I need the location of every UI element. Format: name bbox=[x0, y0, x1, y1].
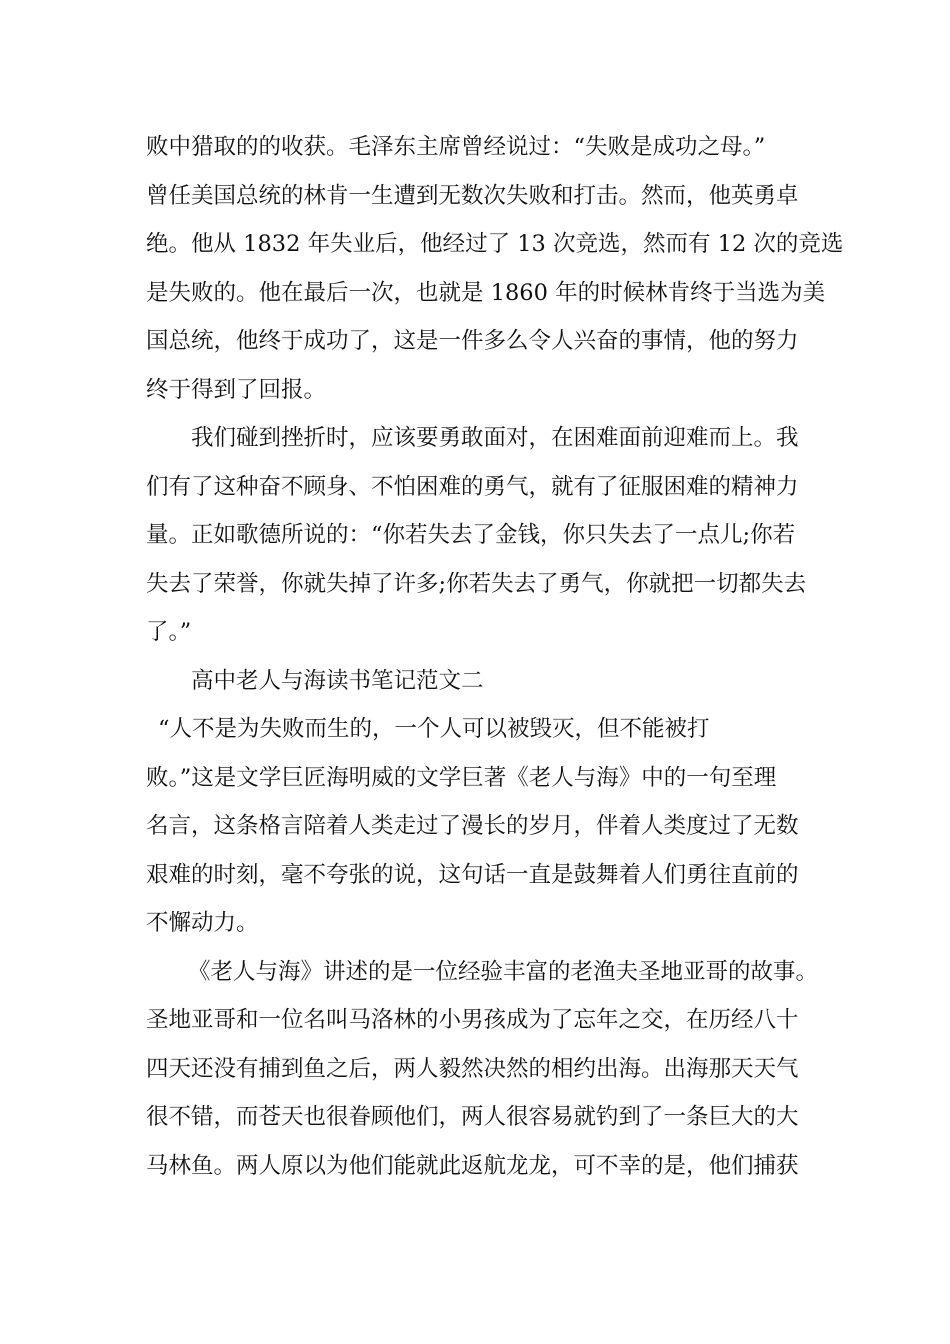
section-heading: 高中老人与海读书笔记范文二 bbox=[191, 667, 484, 694]
text-line: 马林鱼。两人原以为他们能就此返航龙龙，可不幸的是，他们捕获 bbox=[146, 1152, 799, 1179]
text-line: 量。正如歌德所说的：“你若失去了金钱，你只失去了一点儿;你若 bbox=[146, 522, 796, 548]
text-line: 是失败的。他在最后一次，也就是 1860 年的时候林肯终于当选为美 bbox=[146, 279, 826, 306]
text-line: 败。”这是文学巨匠海明威的文学巨著《老人与海》中的一句至理 bbox=[146, 764, 777, 791]
text-line: 艰难的时刻，毫不夸张的说，这句话一直是鼓舞着人们勇往直前的 bbox=[146, 861, 799, 888]
text-line: 终于得到了回报。 bbox=[146, 376, 327, 403]
text-line: 四天还没有捕到鱼之后，两人毅然决然的相约出海。出海那天天气 bbox=[146, 1055, 799, 1082]
text-line: 败中猎取的的收获。毛泽东主席曾经说过：“失败是成功之母。” bbox=[146, 134, 766, 160]
text-line: 国总统，他终于成功了，这是一件多么令人兴奋的事情，他的努力 bbox=[146, 328, 799, 354]
text-line: 名言，这条格言陪着人类走过了漫长的岁月，伴着人类度过了无数 bbox=[146, 813, 799, 839]
text-line: 失去了荣誉，你就失掉了许多;你若失去了勇气，你就把一切都失去 bbox=[146, 570, 807, 597]
text-line: 不懈动力。 bbox=[146, 910, 259, 936]
document-body bbox=[146, 130, 844, 1197]
text-line: 曾任美国总统的林肯一生遭到无数次失败和打击。然而，他英勇卓 bbox=[146, 182, 799, 209]
paragraph-start-line: “人不是为失败而生的，一个人可以被毁灭，但不能被打 bbox=[158, 716, 710, 742]
text-line: 圣地亚哥和一位名叫马洛林的小男孩成为了忘年之交，在历经八十 bbox=[146, 1007, 799, 1033]
text-line: 绝。他从 1832 年失业后，他经过了 13 次竞选，然而有 12 次的竞选 bbox=[146, 231, 844, 257]
paragraph-start-line: 《老人与海》讲述的是一位经验丰富的老渔夫圣地亚哥的故事。 bbox=[188, 958, 819, 985]
text-line: 们有了这种奋不顾身、不怕困难的勇气，就有了征服困难的精神力 bbox=[146, 473, 799, 500]
text-line: 了。” bbox=[146, 619, 192, 645]
paragraph-start-line: 我们碰到挫折时，应该要勇敢面对，在困难面前迎难而上。我 bbox=[191, 425, 799, 451]
text-line: 很不错，而苍天也很眷顾他们，两人很容易就钓到了一条巨大的大 bbox=[146, 1104, 799, 1130]
